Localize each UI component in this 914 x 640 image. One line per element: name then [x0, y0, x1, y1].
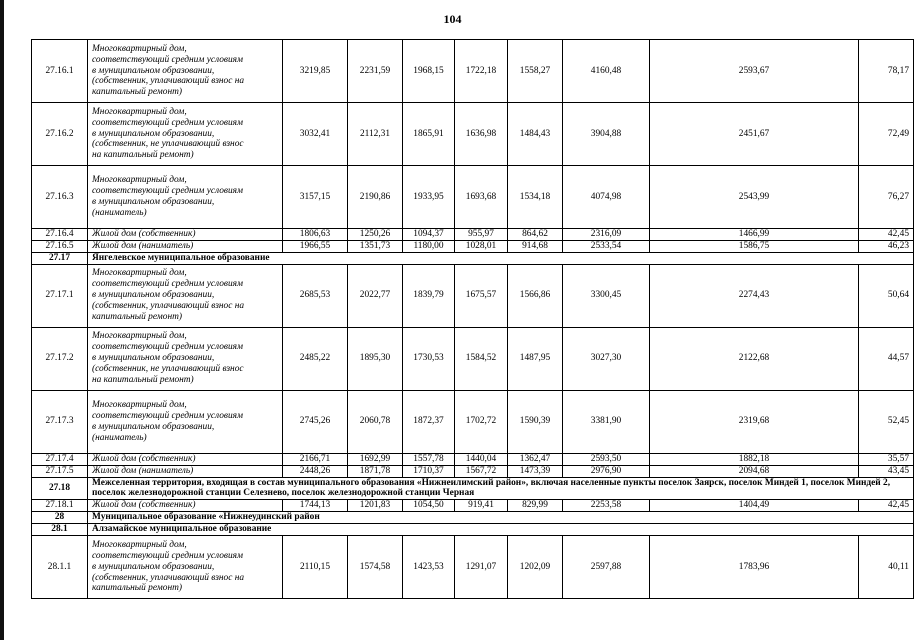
- value-cell: 1730,53: [403, 327, 455, 390]
- value-cell: 2253,58: [563, 500, 650, 512]
- value-cell: 1250,26: [348, 229, 403, 241]
- description-line: Многоквартирный дом,: [92, 268, 187, 279]
- value-cell: 1584,52: [455, 327, 508, 390]
- value-cell: 2745,26: [283, 390, 348, 453]
- table-row: [32, 166, 914, 229]
- value-cell: 4074,98: [563, 166, 650, 229]
- value-cell: 1028,01: [455, 240, 508, 252]
- row-code: 27.17.3: [32, 390, 88, 453]
- value-cell: 42,45: [859, 229, 914, 241]
- description-line: соответствующий средним условиям: [92, 279, 244, 290]
- value-cell: 2448,26: [283, 465, 348, 477]
- row-description: [88, 240, 283, 252]
- value-cell: 1291,07: [455, 536, 508, 599]
- description-line: Многоквартирный дом,: [92, 43, 187, 54]
- value-cell: 2122,68: [650, 327, 859, 390]
- description-line: Многоквартирный дом,: [92, 175, 187, 186]
- description-line: соответствующий средним условиям: [92, 410, 244, 421]
- value-cell: 50,64: [859, 264, 914, 327]
- table-row: [32, 40, 914, 103]
- description-line: (собственник, не уплачивающий взнос: [92, 139, 244, 150]
- table-row: [32, 453, 914, 465]
- row-description: [88, 40, 283, 103]
- value-cell: 2274,43: [650, 264, 859, 327]
- value-cell: 1202,09: [508, 536, 563, 599]
- value-cell: 1895,30: [348, 327, 403, 390]
- description-line: капитальный ремонт): [92, 312, 183, 323]
- page-number: 104: [443, 12, 462, 26]
- value-cell: 1702,72: [455, 390, 508, 453]
- row-code: 28.1.1: [32, 536, 88, 599]
- description-line: капитальный ремонт): [92, 583, 183, 594]
- row-description: [88, 327, 283, 390]
- row-description: [88, 264, 283, 327]
- value-cell: 2543,99: [650, 166, 859, 229]
- row-code: 27.17.1: [32, 264, 88, 327]
- value-cell: 1783,96: [650, 536, 859, 599]
- row-description: [88, 103, 283, 166]
- value-cell: 914,68: [508, 240, 563, 252]
- description-line: Многоквартирный дом,: [92, 539, 187, 550]
- table-row: [32, 240, 914, 252]
- value-cell: 3219,85: [283, 40, 348, 103]
- table-row: [32, 390, 914, 453]
- description-line: Жилой дом (собственник): [92, 229, 196, 239]
- value-cell: 1404,49: [650, 500, 859, 512]
- section-title: Алзамайское муниципальное образование: [88, 524, 914, 536]
- description-line: Многоквартирный дом,: [92, 399, 187, 410]
- description-line: в муниципальном образовании,: [92, 421, 215, 432]
- description-line: (наниматель): [92, 207, 147, 218]
- value-cell: 2094,68: [650, 465, 859, 477]
- value-cell: 1574,58: [348, 536, 403, 599]
- value-cell: 1557,78: [403, 453, 455, 465]
- value-cell: 1692,99: [348, 453, 403, 465]
- value-cell: 1423,53: [403, 536, 455, 599]
- section-title: Муниципальное образование «Нижнеудинский район: [88, 512, 914, 524]
- value-cell: 1473,39: [508, 465, 563, 477]
- value-cell: 52,45: [859, 390, 914, 453]
- row-code: 27.16.4: [32, 229, 88, 241]
- value-cell: 35,57: [859, 453, 914, 465]
- row-code: 27.17.4: [32, 453, 88, 465]
- value-cell: 3300,45: [563, 264, 650, 327]
- value-cell: 2533,54: [563, 240, 650, 252]
- description-line: (собственник, уплачивающий взнос на: [92, 301, 245, 312]
- row-description: [88, 166, 283, 229]
- row-code: 27.18.1: [32, 500, 88, 512]
- description-line: в муниципальном образовании,: [92, 561, 215, 572]
- row-code: 27.17.5: [32, 465, 88, 477]
- value-cell: 1872,37: [403, 390, 455, 453]
- description-line: соответствующий средним условиям: [92, 54, 244, 65]
- value-cell: 2685,53: [283, 264, 348, 327]
- row-code: 27.17.2: [32, 327, 88, 390]
- description-line: Жилой дом (собственник): [92, 453, 196, 464]
- value-cell: 1466,99: [650, 229, 859, 241]
- value-cell: 1487,95: [508, 327, 563, 390]
- row-code: 27.17: [32, 252, 88, 264]
- row-code: 27.18: [32, 477, 88, 500]
- value-cell: 1567,72: [455, 465, 508, 477]
- tariff-table: [31, 39, 914, 599]
- row-code: 27.16.5: [32, 240, 88, 252]
- table-body: [32, 40, 914, 599]
- value-cell: 2060,78: [348, 390, 403, 453]
- description-line: Многоквартирный дом,: [92, 331, 187, 342]
- row-code: 27.16.2: [32, 103, 88, 166]
- value-cell: 76,27: [859, 166, 914, 229]
- description-line: соответствующий средним условиям: [92, 342, 244, 353]
- value-cell: 2593,67: [650, 40, 859, 103]
- value-cell: 1636,98: [455, 103, 508, 166]
- value-cell: 1966,55: [283, 240, 348, 252]
- table-row: [32, 327, 914, 390]
- description-line: на капитальный ремонт): [92, 375, 194, 386]
- value-cell: 40,11: [859, 536, 914, 599]
- value-cell: 1558,27: [508, 40, 563, 103]
- description-line: в муниципальном образовании,: [92, 128, 215, 139]
- description-line: Жилой дом (наниматель): [92, 240, 194, 251]
- table-row: [32, 252, 914, 264]
- description-line: (собственник, уплачивающий взнос на: [92, 76, 245, 87]
- description-line: соответствующий средним условиям: [92, 186, 244, 197]
- value-cell: 78,17: [859, 40, 914, 103]
- value-cell: 955,97: [455, 229, 508, 241]
- scan-left-edge: [0, 0, 4, 640]
- value-cell: 1054,50: [403, 500, 455, 512]
- value-cell: 42,45: [859, 500, 914, 512]
- description-line: (собственник, не уплачивающий взнос: [92, 364, 244, 375]
- value-cell: 1933,95: [403, 166, 455, 229]
- value-cell: 1484,43: [508, 103, 563, 166]
- value-cell: 2231,59: [348, 40, 403, 103]
- table-row: [32, 512, 914, 524]
- row-description: [88, 465, 283, 477]
- description-line: в муниципальном образовании,: [92, 353, 215, 364]
- value-cell: 1871,78: [348, 465, 403, 477]
- value-cell: 1675,57: [455, 264, 508, 327]
- row-description: [88, 229, 283, 241]
- value-cell: 3032,41: [283, 103, 348, 166]
- value-cell: 1865,91: [403, 103, 455, 166]
- description-line: Жилой дом (собственник): [92, 500, 196, 511]
- value-cell: 2976,90: [563, 465, 650, 477]
- value-cell: 1693,68: [455, 166, 508, 229]
- description-line: в муниципальном образовании,: [92, 290, 215, 301]
- value-cell: 3157,15: [283, 166, 348, 229]
- section-title: Межселенная территория, входящая в состав муниципального образования «Нижнеилимский район», включая населенные пункты поселок Заярск, поселок Миндей 1, поселок Миндей 2, поселок железнодорожной станции Селезнево, поселок железнодорожной станции Черная: [88, 477, 914, 500]
- value-cell: 2451,67: [650, 103, 859, 166]
- value-cell: 3904,88: [563, 103, 650, 166]
- description-line: соответствующий средним условиям: [92, 117, 244, 128]
- value-cell: 2022,77: [348, 264, 403, 327]
- row-code: 27.16.3: [32, 166, 88, 229]
- description-line: капитальный ремонт): [92, 87, 183, 98]
- description-line: в муниципальном образовании,: [92, 197, 215, 207]
- row-description: [88, 536, 283, 599]
- value-cell: 1566,86: [508, 264, 563, 327]
- description-line: Многоквартирный дом,: [92, 106, 187, 117]
- value-cell: 1968,15: [403, 40, 455, 103]
- table-row: [32, 465, 914, 477]
- table-row: [32, 103, 914, 166]
- value-cell: 1362,47: [508, 453, 563, 465]
- value-cell: 2593,50: [563, 453, 650, 465]
- table-row: [32, 229, 914, 241]
- value-cell: 2485,22: [283, 327, 348, 390]
- row-description: [88, 453, 283, 465]
- row-description: [88, 390, 283, 453]
- value-cell: 2166,71: [283, 453, 348, 465]
- value-cell: 1094,37: [403, 229, 455, 241]
- row-code: 27.16.1: [32, 40, 88, 103]
- value-cell: 43,45: [859, 465, 914, 477]
- description-line: в муниципальном образовании,: [92, 65, 215, 76]
- value-cell: 44,57: [859, 327, 914, 390]
- table-row: [32, 536, 914, 599]
- value-cell: 1351,73: [348, 240, 403, 252]
- value-cell: 1180,00: [403, 240, 455, 252]
- description-line: (собственник, уплачивающий взнос на: [92, 572, 245, 583]
- value-cell: 1882,18: [650, 453, 859, 465]
- value-cell: 3381,90: [563, 390, 650, 453]
- table-row: [32, 524, 914, 536]
- value-cell: 46,23: [859, 240, 914, 252]
- value-cell: 1839,79: [403, 264, 455, 327]
- value-cell: 1806,63: [283, 229, 348, 241]
- value-cell: 864,62: [508, 229, 563, 241]
- value-cell: 2190,86: [348, 166, 403, 229]
- value-cell: 1440,04: [455, 453, 508, 465]
- value-cell: 72,49: [859, 103, 914, 166]
- description-line: на капитальный ремонт): [92, 150, 194, 161]
- table-row: [32, 500, 914, 512]
- description-line: соответствующий средним условиям: [92, 550, 244, 561]
- row-description: [88, 500, 283, 512]
- value-cell: 1744,13: [283, 500, 348, 512]
- value-cell: 2316,09: [563, 229, 650, 241]
- description-line: Жилой дом (наниматель): [92, 465, 194, 476]
- value-cell: 1586,75: [650, 240, 859, 252]
- value-cell: 2319,68: [650, 390, 859, 453]
- value-cell: 1590,39: [508, 390, 563, 453]
- value-cell: 2597,88: [563, 536, 650, 599]
- value-cell: 1534,18: [508, 166, 563, 229]
- value-cell: 919,41: [455, 500, 508, 512]
- section-title: Янгелевское муниципальное образование: [88, 252, 914, 264]
- value-cell: 4160,48: [563, 40, 650, 103]
- value-cell: 3027,30: [563, 327, 650, 390]
- value-cell: 1201,83: [348, 500, 403, 512]
- value-cell: 2112,31: [348, 103, 403, 166]
- value-cell: 1722,18: [455, 40, 508, 103]
- table-row: [32, 264, 914, 327]
- value-cell: 829,99: [508, 500, 563, 512]
- row-code: 28.1: [32, 524, 88, 536]
- value-cell: 2110,15: [283, 536, 348, 599]
- row-code: 28: [32, 512, 88, 524]
- value-cell: 1710,37: [403, 465, 455, 477]
- description-line: (наниматель): [92, 432, 147, 443]
- table-row: [32, 477, 914, 500]
